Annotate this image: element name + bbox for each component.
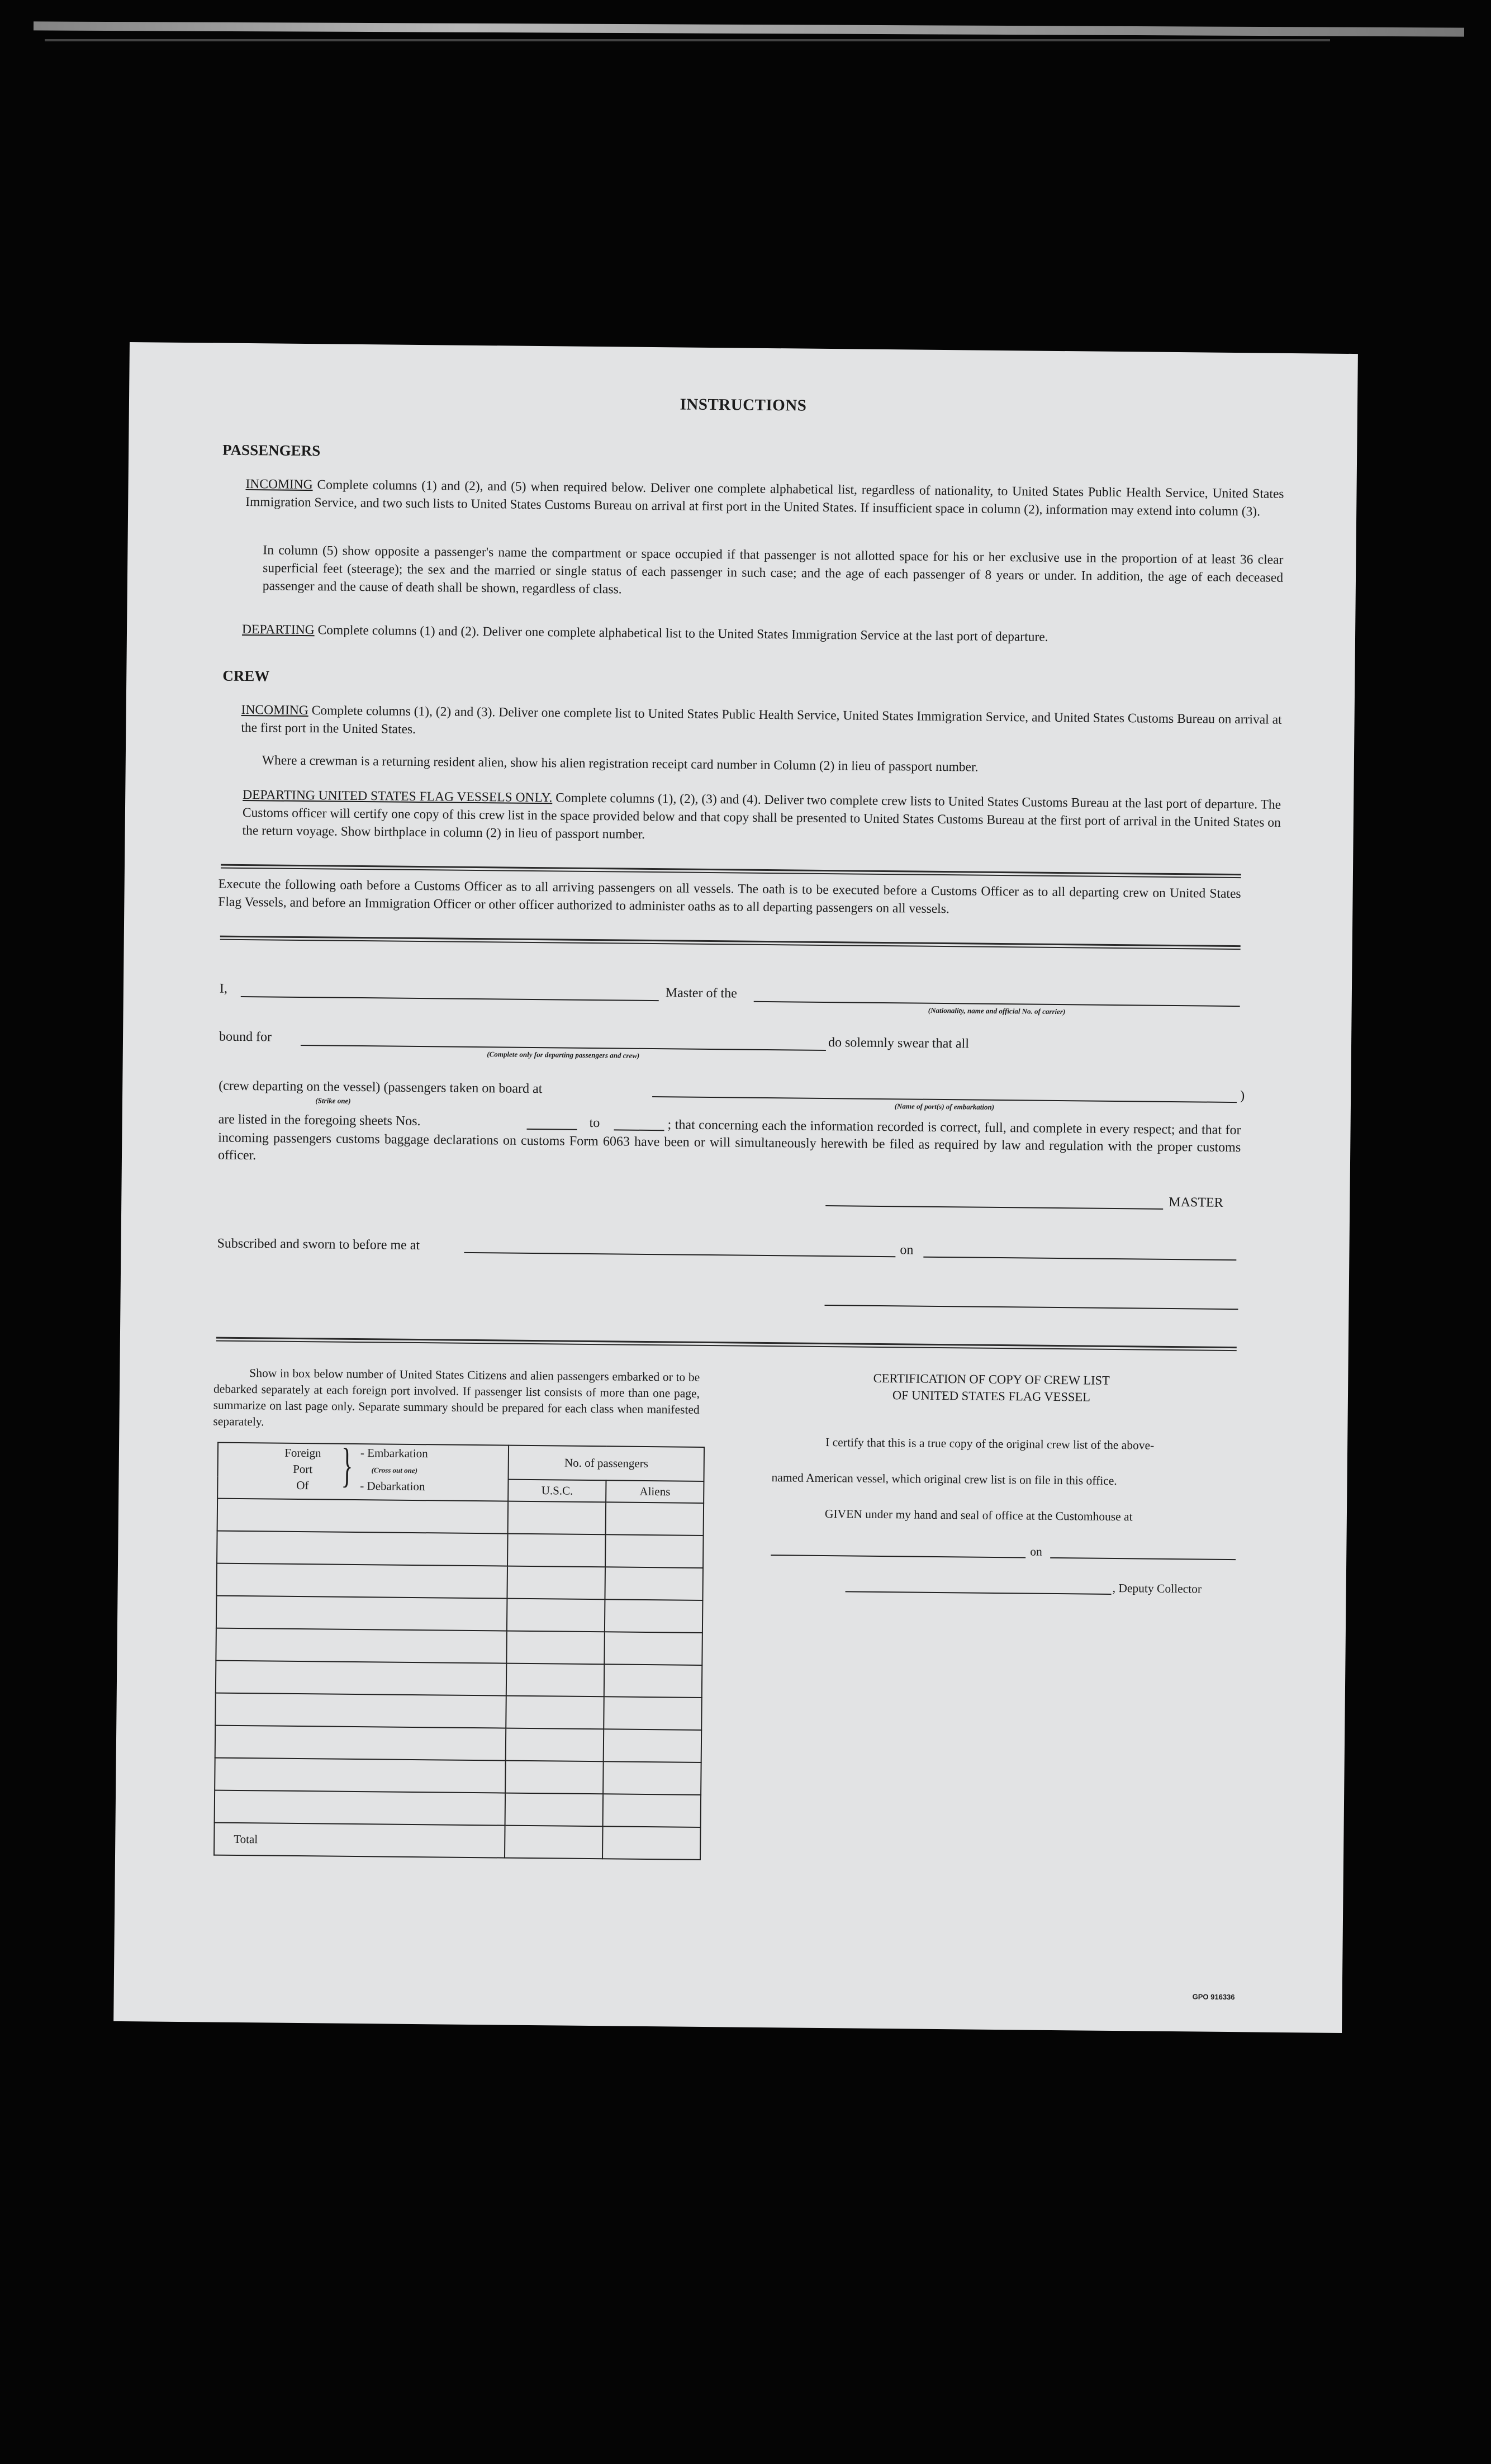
table-row <box>215 1790 701 1827</box>
table-row <box>215 1726 702 1762</box>
debarkation-label: - Debarkation <box>360 1479 425 1494</box>
certify-line1: I certify that this is a true copy of the original crew list of the above- <box>825 1435 1155 1452</box>
carrier-caption: (Nationality, name and official No. of carrier) <box>928 1006 1066 1016</box>
crew-incoming-label: INCOMING <box>241 702 308 718</box>
master-label: MASTER <box>1169 1195 1223 1210</box>
foreign-port-of <box>272 1445 334 1494</box>
deputy-signature-field[interactable] <box>846 1591 1112 1595</box>
embarkation-label: - Embarkation <box>360 1446 428 1461</box>
table-row <box>217 1531 704 1568</box>
usc-header: U.S.C. <box>508 1480 606 1502</box>
certify-line2: named American vessel, which original crew list is on file in this office. <box>771 1471 1117 1488</box>
film-edge-line <box>45 39 1330 41</box>
crewman-paragraph: Where a crewman is a returning resident alien, show his alien registration receipt card number in Column (2) in lieu of passport number. <box>262 753 979 775</box>
brace-symbol: } <box>341 1438 353 1492</box>
table-row <box>216 1596 703 1633</box>
incoming-label: INCOMING <box>245 477 313 492</box>
crew-incoming-text: Complete columns (1), (2) and (3). Deliver one complete list to United States Public Health Service, United States Immigration Service, and United States Customs Bureau on arrival at the first port in the United States. <box>241 703 1282 737</box>
certification-title <box>779 1369 1204 1406</box>
swear-label: do solemnly swear that all <box>828 1035 970 1051</box>
cert-date-field[interactable] <box>1050 1557 1236 1560</box>
i-label: I, <box>219 981 228 996</box>
total-label: Total <box>214 1823 505 1858</box>
incoming-text: Complete columns (1) and (2), and (5) when required below. Deliver one complete alphabetical list, regardless of nationality, to United States Public Health Service, United States Immigration Service, and two such lists to United States Customs Bureau on arrival at first port in the United States. If insufficient space in column (2), information may extend into column (3). <box>245 477 1284 519</box>
departing-label: DEPARTING <box>241 622 315 638</box>
flag-vessels-label: DEPARTING UNITED STATES FLAG VESSELS ONLY. <box>243 787 553 805</box>
column5-paragraph: In column (5) show opposite a passenger's name the compartment or space occupied if that passenger is not allotted space for his or her exclusive use in the proportion of at least 36 clear superficial feet (steerage); the sex and the married or single status of each passenger in such case; and the age of each passenger of 8 years or under. In addition, the age of each deceased passenger and the cause of death shall be shown, regardless of class. <box>262 543 1284 597</box>
master-name-field[interactable] <box>241 996 659 1001</box>
table-row <box>216 1661 702 1698</box>
listed-rest: ; that concerning each the information recorded is correct, full, and complete in every respect; and that for incoming passengers customs baggage declarations on customs Form 6063 have been or will simultaneously herewith be filed as required by law and regulation with the proper customs officer. <box>217 1117 1241 1163</box>
departing-text: Complete columns (1) and (2). Deliver one complete alphabetical list to the United States Immigration Service at the last port of departure. <box>317 623 1048 645</box>
sworn-place-field[interactable] <box>464 1252 895 1257</box>
sworn-on-label: on <box>900 1243 914 1258</box>
close-paren: ) <box>1240 1088 1245 1103</box>
double-rule <box>216 1337 1237 1352</box>
double-rule <box>220 936 1241 950</box>
table-row <box>215 1758 701 1795</box>
to-label: to <box>589 1115 600 1131</box>
passengers-incoming-paragraph <box>245 475 1284 521</box>
cert-on-label: on <box>1030 1544 1042 1558</box>
certification-title-line2: OF UNITED STATES FLAG VESSEL <box>892 1388 1091 1404</box>
passenger-summary-table <box>213 1438 705 1860</box>
table-row <box>216 1628 702 1665</box>
document-page <box>113 342 1358 2033</box>
officer-signature-field[interactable] <box>825 1305 1238 1310</box>
gpo-code: GPO 916336 <box>1192 1992 1235 2002</box>
crew-incoming-paragraph <box>241 701 1282 747</box>
bound-for-label: bound for <box>219 1029 272 1045</box>
cross-out-label: (Cross out one) <box>371 1466 418 1475</box>
oath-instructions: Execute the following oath before a Customs Officer as to all arriving passengers on all vessels. The oath is to be executed before a Customs Officer as to all departing crew on United States Flag Vessels, and before an Immigration Officer or other officer authorized to administer oaths as to all departing passengers on all vessels. <box>218 876 1241 917</box>
summary-instructions: Show in box below number of United States Citizens and alien passengers embarked or to be debarked separately at each foreign port involved. If passenger list consists of more than one page, summarize on last page only. Separate summary should be prepared for each class when manifested separately. <box>213 1366 700 1429</box>
total-row <box>214 1823 701 1860</box>
foreign-label: Foreign <box>284 1446 321 1460</box>
master-signature-field[interactable] <box>825 1205 1163 1210</box>
deputy-collector-label: , Deputy Collector <box>1112 1581 1202 1596</box>
film-edge <box>34 21 1464 36</box>
flag-vessels-text: Complete columns (1), (2), (3) and (4). Deliver two complete crew lists to United States Customs Bureau at the last port of departure. The Customs officer will certify one copy of this crew list in the space provided below and that copy shall be presented to United States Customs Bureau at the first port of arrival in the United States on the return voyage. Show birthplace in column (2) in lieu of passport number. <box>242 790 1281 842</box>
passengers-departing-paragraph <box>242 620 1283 648</box>
certification-title-line1: CERTIFICATION OF COPY OF CREW LIST <box>873 1371 1110 1387</box>
table-row <box>217 1499 704 1536</box>
table-row <box>216 1563 703 1600</box>
port-label: Port <box>293 1462 313 1476</box>
given-line: GIVEN under my hand and seal of office at the Customhouse at <box>824 1507 1133 1524</box>
port-caption: (Name of port(s) of embarkation) <box>894 1102 995 1111</box>
passengers-header: No. of passengers <box>509 1446 704 1482</box>
sworn-date-field[interactable] <box>923 1257 1236 1261</box>
table-row <box>215 1693 702 1730</box>
flag-vessels-paragraph <box>242 786 1281 850</box>
passengers-heading: PASSENGERS <box>222 441 321 459</box>
listed-prefix: are listed in the foregoing sheets Nos. <box>218 1112 421 1129</box>
crew-departing-label: (crew departing on the vessel) (passengers taken on board at <box>219 1078 543 1097</box>
instructions-title: INSTRUCTIONS <box>680 395 807 415</box>
subscribed-label: Subscribed and sworn to before me at <box>217 1236 420 1253</box>
port-header-cell <box>217 1438 509 1501</box>
strike-caption: (Strike one) <box>315 1096 351 1105</box>
customhouse-field[interactable] <box>771 1555 1025 1558</box>
crew-heading: CREW <box>222 667 270 685</box>
of-label: Of <box>296 1478 309 1492</box>
bound-caption: (Complete only for departing passengers and crew) <box>487 1050 640 1060</box>
master-of-label: Master of the <box>665 985 737 1001</box>
aliens-header: Aliens <box>606 1480 704 1503</box>
